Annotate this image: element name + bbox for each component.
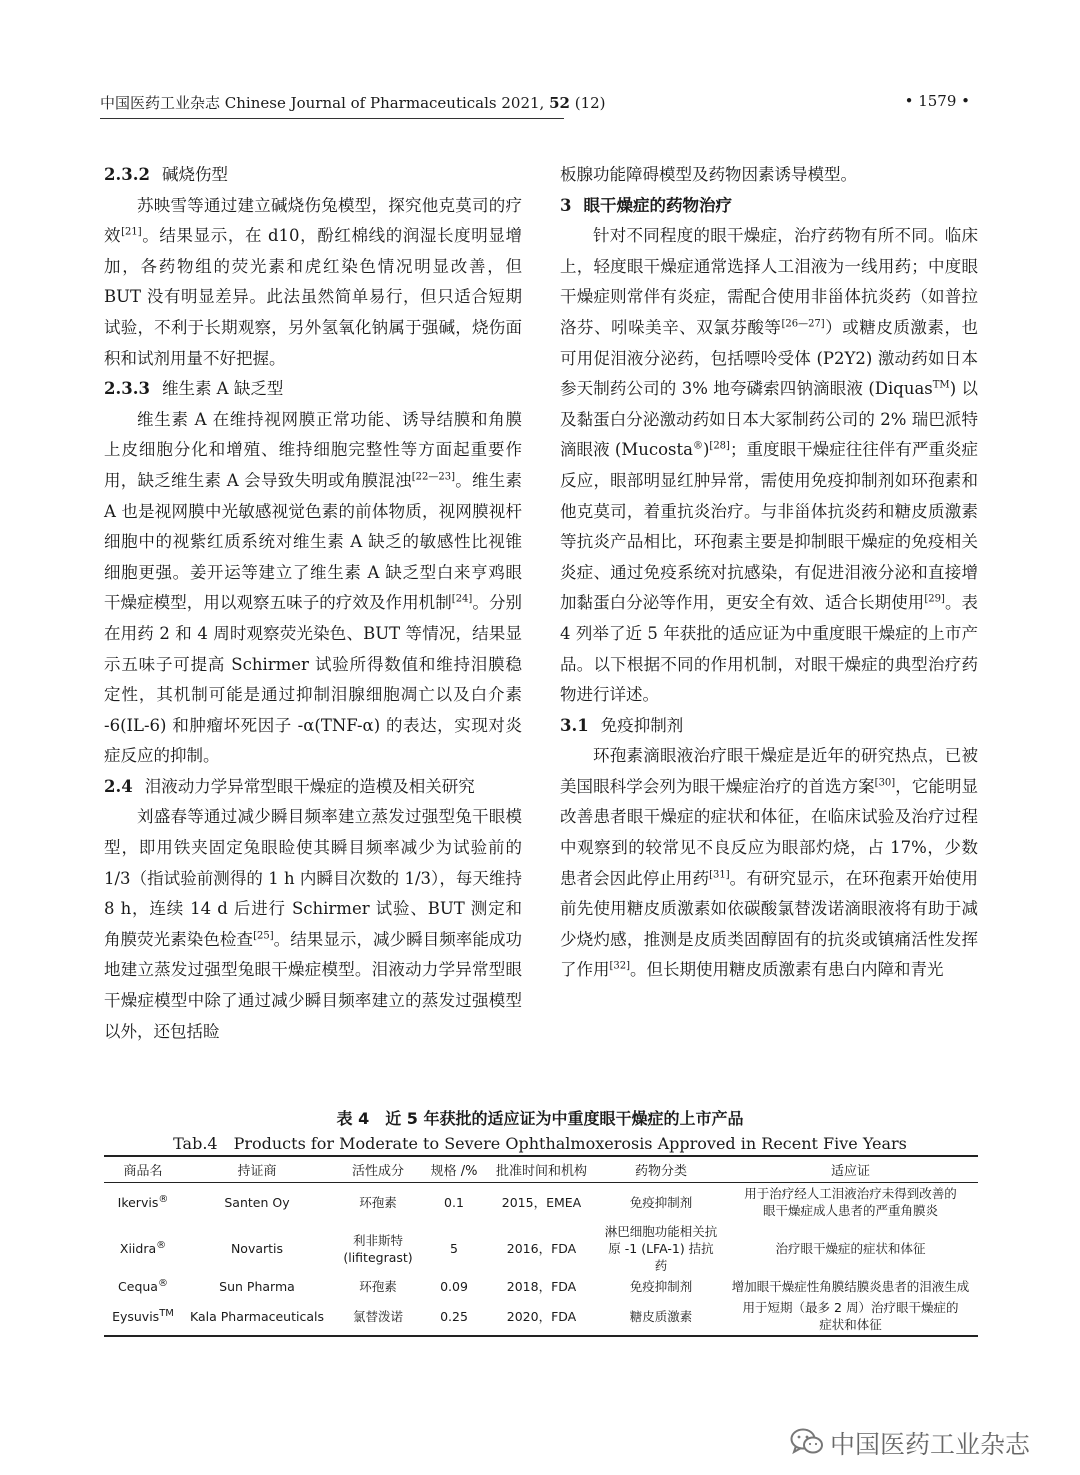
left-column xyxy=(104,160,522,1047)
citation: [28] xyxy=(709,440,730,452)
section-heading-2-3-3: 2.3.3 维生素 A 缺乏型 xyxy=(104,379,284,399)
column-header: 活性成分 xyxy=(332,1156,424,1183)
drug-category: 淋巴细胞功能相关抗 原 -1 (LFA-1) 拮抗药 xyxy=(604,1224,718,1273)
table-row xyxy=(104,1183,978,1222)
wechat-icon xyxy=(790,1427,824,1457)
license-holder: Kala Pharmaceuticals xyxy=(182,1297,332,1336)
license-holder: Novartis xyxy=(230,1241,284,1256)
indication: 治疗眼干燥症的症状和体征 xyxy=(775,1241,926,1256)
active-ingredient: 环孢素 xyxy=(359,1279,397,1294)
citation: [29] xyxy=(924,593,945,605)
paragraph-continuation: 板腺功能障碍模型及药物因素诱导模型。 xyxy=(560,165,857,184)
journal-citation: 中国医药工业杂志 Chinese Journal of Pharmaceuticals 2021, 52 (12) xyxy=(100,94,606,112)
section-heading-3-1: 3.1 免疫抑制剂 xyxy=(560,715,684,735)
page-number: • 1579 • xyxy=(904,92,970,110)
watermark-text: 中国医药工业杂志 xyxy=(830,1430,1031,1459)
table-header-row xyxy=(104,1156,978,1183)
table-row xyxy=(104,1221,978,1276)
citation: [24] xyxy=(451,593,473,605)
products-table xyxy=(104,1155,978,1337)
wechat-watermark xyxy=(790,1423,1060,1463)
running-header xyxy=(100,92,980,122)
right-column xyxy=(560,160,978,986)
column-header: 药物分类 xyxy=(599,1156,723,1183)
section-heading-2-4: 2.4 泪液动力学异常型眼干燥症的造模及相关研究 xyxy=(104,776,475,796)
active-ingredient: 利非斯特 (lifitegrast) xyxy=(343,1232,413,1265)
specification: 0.25 xyxy=(424,1297,484,1336)
product-name: Eysuvis™ xyxy=(104,1297,182,1336)
column-header: 持证商 xyxy=(182,1156,332,1183)
paragraph-alkali-burn: 苏映雪等通过建立碱烧伤兔模型，探究他克莫司的疗效[21]。结果显示，在 d10，酚红棉线的润湿长度明显增加，各药物组的荧光素和虎红染色情况明显改善，但 BUT 没有明显差异。此法虽然简单易行，但只适合短期试验，不利于长期观察，另外氢氧化钠属于强碱，烧伤面积和试剂用量不好把握。 xyxy=(104,195,522,368)
approval: 2020，FDA xyxy=(484,1297,599,1336)
approval: 2016，FDA xyxy=(506,1241,577,1256)
column-header: 适应证 xyxy=(723,1156,978,1183)
approval: 2018，FDA xyxy=(506,1279,577,1294)
paragraph-drug-therapy: 针对不同程度的眼干燥症，治疗药物有所不同。临床上，轻度眼干燥症通常选择人工泪液为一线用药；中度眼干燥症则常伴有炎症，需配合使用非甾体抗炎药（如普拉洛芬、吲哚美辛、双氯芬酸等[26—27]）或糖皮质激素，也可用促泪液分泌药，包括嘌呤受体 (P2Y2) 激动药如日本参天制药公司的 3% 地夸磷索四钠滴眼液 (Diquas™) 以及黏蛋白分泌激动药如日本大冢制药公司的 2% 瑞巴派特滴眼液 (Mucosta®)[28]；重度眼干燥症往往伴有严重炎症反应，眼部明显红肿异常，需使用免疫抑制剂如环孢素和他克莫司，着重抗炎治疗。与非甾体抗炎药和糖皮质激素等抗炎产品相比，环孢素主要是抑制眼干燥症的免疫相关炎症、通过免疫系统对抗感染，有促进泪液分泌和直接增加黏蛋白分泌等作用，更安全有效、适合长期使用[29]。表 4 列举了近 5 年获批的适应证为中重度眼干燥症的上市产品。以下根据不同的作用机制，对眼干燥症的典型治疗药物进行详述。 xyxy=(560,226,979,705)
table-caption-en: Tab.4 Products for Moderate to Severe Ophthalmoxerosis Approved in Recent Five Years xyxy=(173,1134,907,1153)
citation: [30] xyxy=(874,777,896,789)
citation: [25] xyxy=(253,930,274,942)
column-header: 商品名 xyxy=(104,1156,182,1183)
citation: [32] xyxy=(609,960,631,972)
volume: 52 xyxy=(549,94,570,112)
product-name: Ikervis® xyxy=(117,1193,169,1210)
section-heading-2-3-2: 2.3.2 碱烧伤型 xyxy=(104,165,228,184)
specification: 0.09 xyxy=(440,1279,468,1294)
license-holder: Santen Oy xyxy=(224,1194,290,1210)
license-holder: Sun Pharma xyxy=(219,1279,295,1294)
table-row xyxy=(104,1297,978,1336)
registered-mark: ® xyxy=(692,440,703,452)
indication: 增加眼干燥症性角膜结膜炎患者的泪液生成 xyxy=(731,1279,970,1294)
drug-category: 糖皮质激素 xyxy=(599,1297,723,1336)
header-rule xyxy=(100,118,564,119)
citation: [26—27] xyxy=(781,318,825,330)
table-row xyxy=(104,1276,978,1297)
citation: [31] xyxy=(709,869,730,881)
specification: 0.1 xyxy=(444,1194,464,1210)
paragraph-vitamin-a: 维生素 A 在维持视网膜正常功能、诱导结膜和角膜上皮细胞分化和增殖、维持细胞完整性等方面起重要作用，缺乏维生素 A 会导致失明或角膜混浊[22—23]。维生素 A 也是视网膜中光敏感视觉色素的前体物质，视网膜视杆细胞中的视紫红质系统对维生素 A 缺乏的敏感性比视锥细胞更强。姜开运等建立了维生素 A 缺乏型白来亨鸡眼干燥症模型，用以观察五味子的疗效及作用机制[24]。分别在用药 2 和 4 周时观察荧光染色、BUT 等情况，结果显示五味子可提高 Schirmer 试验所得数值和维持泪膜稳定性，其机制可能是通过抑制泪腺细胞凋亡以及白介素 -6(IL-6) 和肿瘤坏死因子 -α(TNF-α) 的表达，实现对炎症反应的抑制。 xyxy=(104,409,523,766)
product-name: Cequa® xyxy=(118,1277,168,1294)
active-ingredient: 氯替泼诺 xyxy=(332,1297,424,1336)
specification: 5 xyxy=(450,1241,458,1256)
issue: (12) xyxy=(569,94,606,112)
indication: 用于治疗经人工泪液治疗未得到改善的 眼干燥症成人患者的严重角膜炎 xyxy=(744,1186,957,1218)
column-header: 规格 /% xyxy=(424,1156,484,1183)
paragraph-immunosuppressant: 环孢素滴眼液治疗眼干燥症是近年的研究热点，已被美国眼科学会列为眼干燥症治疗的首选方案[30]，它能明显改善患者眼干燥症的症状和体征，在临床试验及治疗过程中观察到的较常见不良反应为眼部灼烧，占 17%，少数患者会因此停止用药[31]。有研究显示，在环孢素开始使用前先使用糖皮质激素如依碳酸氯替泼诺滴眼液将有助于减少烧灼感，推测是皮质类固醇固有的抗炎或镇痛活性发挥了作用[32]。但长期使用糖皮质激素有患白内障和青光 xyxy=(560,746,979,980)
paragraph-tear-dynamics: 刘盛春等通过减少瞬目频率建立蒸发过强型兔干眼模型，即用铁夹固定兔眼睑使其瞬目频率减少为试验前的 1/3（指试验前测得的 1 h 内瞬目次数的 1/3），每天维持 8 h，连续 14 d 后进行 Schirmer 试验、BUT 测定和角膜荧光素染色检查[25]。结果显示，减少瞬目频率能成功地建立蒸发过强型兔眼干燥症模型。泪液动力学异常型眼干燥症模型中除了通过减少瞬目频率建立的蒸发过强模型以外，还包括睑 xyxy=(104,807,523,1041)
citation: [22—23] xyxy=(411,471,455,483)
drug-category: 免疫抑制剂 xyxy=(629,1194,693,1210)
approval: 2015，EMEA xyxy=(501,1194,582,1210)
trademark: TM xyxy=(932,379,950,391)
citation: [21] xyxy=(121,226,142,238)
column-header: 批准时间和机构 xyxy=(484,1156,599,1183)
section-heading-3: 3 眼干燥症的药物治疗 xyxy=(560,195,732,215)
drug-category: 免疫抑制剂 xyxy=(629,1279,693,1294)
indication: 用于短期（最多 2 周）治疗眼干燥症的 症状和体征 xyxy=(723,1297,978,1336)
active-ingredient: 环孢素 xyxy=(359,1194,397,1210)
table-caption-cn: 表 4 近 5 年获批的适应证为中重度眼干燥症的上市产品 xyxy=(336,1109,744,1128)
product-name: Xiidra® xyxy=(119,1239,167,1256)
